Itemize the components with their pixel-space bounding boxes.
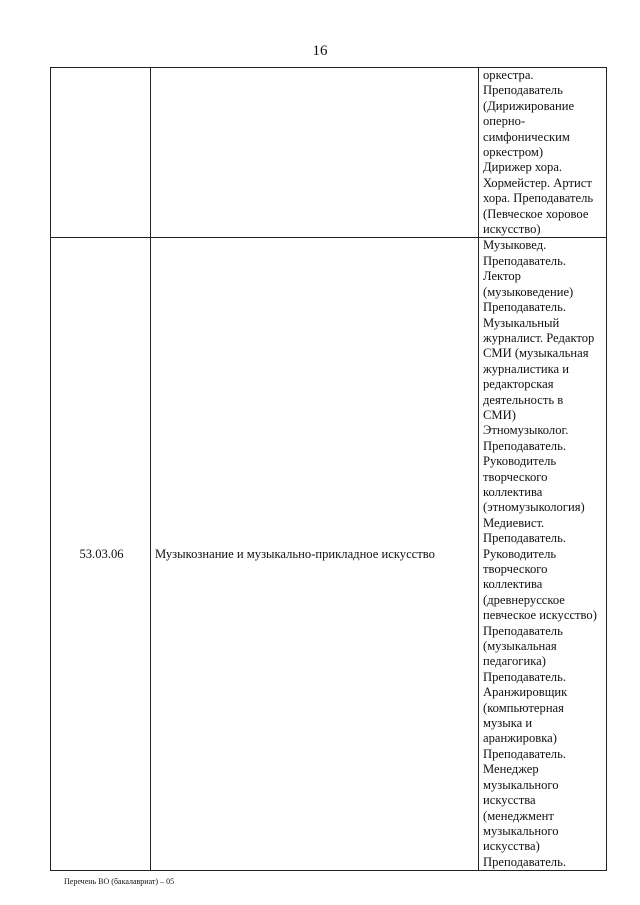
qualification-line: хора. Преподаватель bbox=[483, 191, 594, 206]
qualification-line: Менеджер bbox=[483, 762, 539, 777]
qualification-line: (древнерусское bbox=[483, 592, 565, 607]
specialties-table bbox=[50, 67, 607, 871]
qualification-line: Преподаватель. bbox=[483, 438, 566, 453]
qualification-line: Хормейстер. Артист bbox=[483, 175, 592, 190]
qualification-line: Музыкальный bbox=[483, 315, 560, 330]
qualification-line: певческое искусство) bbox=[483, 608, 597, 623]
qualification-line: Преподаватель. bbox=[483, 669, 566, 684]
qualification-line: СМИ (музыкальная bbox=[483, 346, 589, 361]
qualification-line: музыкального bbox=[483, 777, 559, 792]
qualification-line: Преподаватель bbox=[483, 83, 563, 98]
qualification-line: педагогика) bbox=[483, 654, 546, 669]
page-number: 16 bbox=[312, 43, 328, 59]
qualification-line: творческого bbox=[483, 469, 548, 484]
qualification-line: (музыкальная bbox=[483, 639, 557, 654]
qualification-line: искусства bbox=[483, 793, 536, 808]
qualification-line: Преподаватель. bbox=[483, 253, 566, 268]
specialty-name-cell: Музыкознание и музыкально-прикладное искусство bbox=[151, 238, 479, 871]
qualification-line: коллектива bbox=[483, 484, 543, 499]
qualification-line: Преподаватель. bbox=[483, 746, 566, 761]
qualification-line: Лектор bbox=[483, 269, 521, 284]
table-row bbox=[51, 68, 607, 238]
qualification-line: музыкального bbox=[483, 823, 559, 838]
qualification-line: (этномузыкология) bbox=[483, 500, 585, 515]
specialty-code-cell bbox=[51, 68, 151, 238]
qualification-line: СМИ) bbox=[483, 407, 516, 422]
qualification-line: Преподаватель bbox=[483, 623, 563, 638]
qualification-line: оперно- bbox=[483, 114, 526, 129]
qualification-line: Этномузыколог. bbox=[483, 423, 569, 438]
qualification-line: Музыковед. bbox=[483, 238, 547, 253]
qualification-line: музыка и bbox=[483, 716, 533, 731]
specialty-name-cell bbox=[151, 68, 479, 238]
qualification-line: Преподаватель. bbox=[483, 854, 566, 869]
qualification-line: творческого bbox=[483, 562, 548, 576]
qualification-line: (менеджмент bbox=[483, 808, 554, 823]
specialty-code-cell: 53.03.06 bbox=[51, 238, 151, 871]
qualification-line: (компьютерная bbox=[483, 700, 564, 715]
qualification-line: аранжировка) bbox=[483, 731, 557, 746]
qualification-line: деятельность в bbox=[483, 392, 564, 407]
qualification-line: Руководитель bbox=[483, 546, 557, 561]
qualification-line: Преподаватель. bbox=[483, 531, 566, 546]
qualification-line: Руководитель bbox=[483, 454, 557, 469]
qualification-line: редакторская bbox=[483, 377, 554, 392]
qualification-line: искусства) bbox=[483, 839, 540, 854]
qualification-line: Дирижер хора. bbox=[483, 160, 563, 175]
qualification-cell bbox=[479, 238, 607, 871]
table-row bbox=[51, 238, 607, 871]
qualification-cell bbox=[479, 68, 607, 238]
qualification-line: оркестра. bbox=[483, 68, 534, 82]
qualification-line: (Певческое хоровое bbox=[483, 206, 589, 221]
qualification-line: журналист. Редактор bbox=[483, 330, 595, 345]
qualification-line: коллектива bbox=[483, 577, 543, 592]
qualification-line: Медиевист. bbox=[483, 515, 545, 530]
footer-text: Перечень ВО (бакалавриат) – 05 bbox=[64, 877, 175, 886]
qualification-line: Преподаватель. bbox=[483, 300, 566, 315]
qualification-line: (музыковедение) bbox=[483, 284, 574, 299]
qualification-line: оркестром) bbox=[483, 145, 544, 160]
qualification-line: (Дирижирование bbox=[483, 98, 575, 113]
qualification-line: симфоническим bbox=[483, 129, 570, 144]
qualification-line: журналистика и bbox=[483, 361, 569, 376]
qualification-line: искусство) bbox=[483, 222, 541, 237]
qualification-line: Аранжировщик bbox=[483, 685, 568, 700]
